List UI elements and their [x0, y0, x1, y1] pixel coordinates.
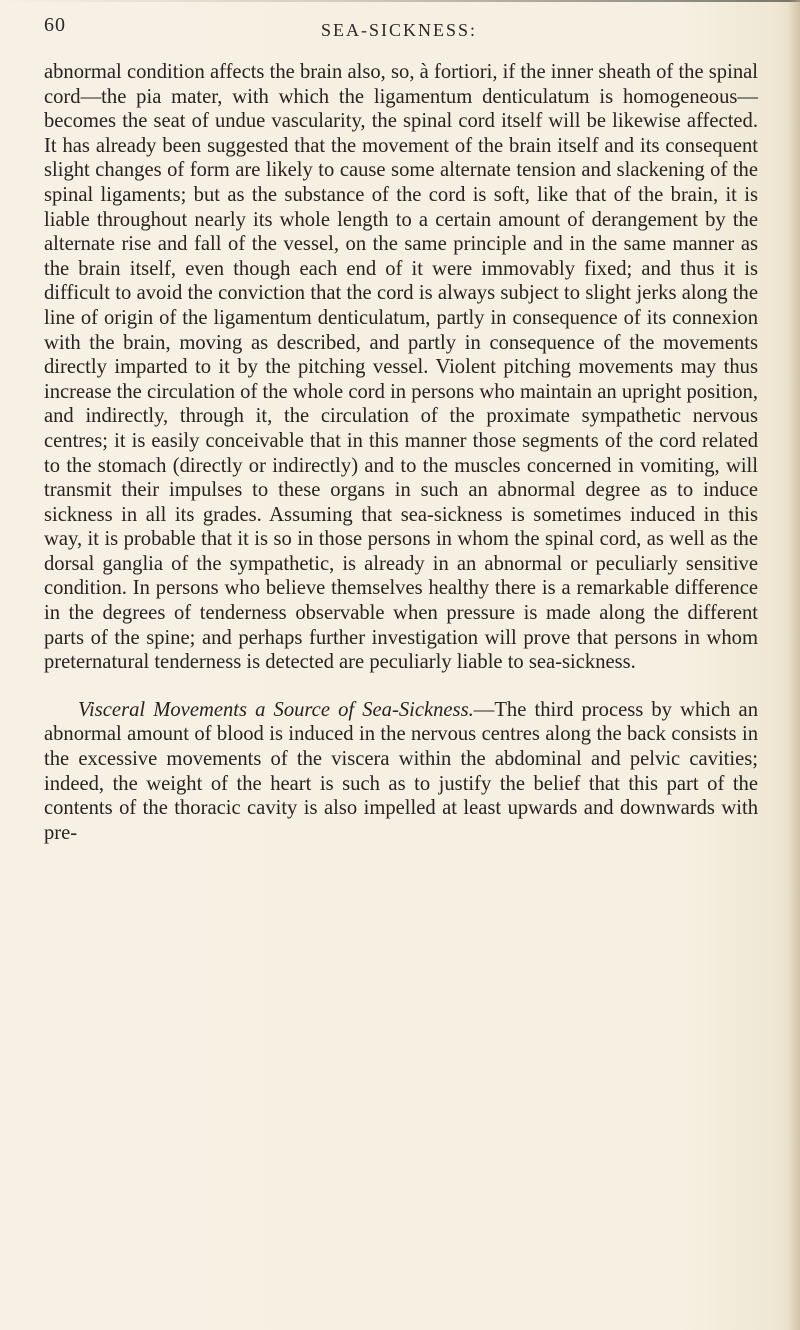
page-number: 60: [44, 14, 66, 36]
paragraph-text: —The third process by which an abnormal amount of blood is induced in the nervous centres along the back consists in the excessive movements of the viscera within the abdominal and pelvic cavities; indeed, the weight of the heart is such as to justify the belief that this part of the contents of the thoracic cavity is also impelled at least upwards and downwards with pre-: [44, 698, 758, 844]
section-side-title: Visceral Movements a Source of Sea-Sickness.: [78, 698, 474, 721]
paragraph-visceral-movements: [44, 698, 758, 846]
paragraph-continued: abnormal condition affects the brain also, so, à fortiori, if the inner sheath of the spinal cord—the pia mater, with which the ligamentum denticulatum is homogeneous—becomes the seat of undue vascularity, the spinal cord itself will be likewise affected. It has already been suggested that the movement of the brain itself and its consequent slight changes of form are likely to cause some alternate tension and slackening of the spinal ligaments; but as the substance of the cord is soft, like that of the brain, it is liable throughout nearly its whole length to a certain amount of derangement by the alternate rise and fall of the vessel, on the same principle and in the same manner as the brain itself, even though each end of it were immovably fixed; and thus it is difficult to avoid the conviction that the cord is always subject to slight jerks along the line of origin of the ligamentum denticulatum, partly in consequence of its connexion with the brain, moving as described, and partly in consequence of the movements directly imparted to it by the pitching vessel. Violent pitching movements may thus increase the circulation of the whole cord in persons who maintain an upright position, and indirectly, through it, the circulation of the proximate sympathetic nervous centres; it is easily conceivable that in this manner those segments of the cord related to the stomach (directly or indirectly) and to the muscles concerned in vomiting, will transmit their impulses to these organs in such an abnormal degree as to induce sickness in all its grades. Assuming that sea-sickness is sometimes induced in this way, it is probable that it is so in those persons in whom the spinal cord, as well as the dorsal ganglia of the sympathetic, is already in an abnormal or peculiarly sensitive condition. In persons who believe themselves healthy there is a remarkable difference in the degrees of tenderness observable when pressure is made along the different parts of the spine; and perhaps further investigation will prove that persons in whom preternatural tenderness is detected are peculiarly liable to sea-sickness.: [44, 61, 758, 674]
running-head: SEA-SICKNESS:: [320, 20, 478, 40]
page-right-edge: [788, 0, 800, 1330]
page-body: [44, 60, 758, 845]
page-header: [44, 6, 754, 46]
page-top-edge: [0, 0, 800, 2]
